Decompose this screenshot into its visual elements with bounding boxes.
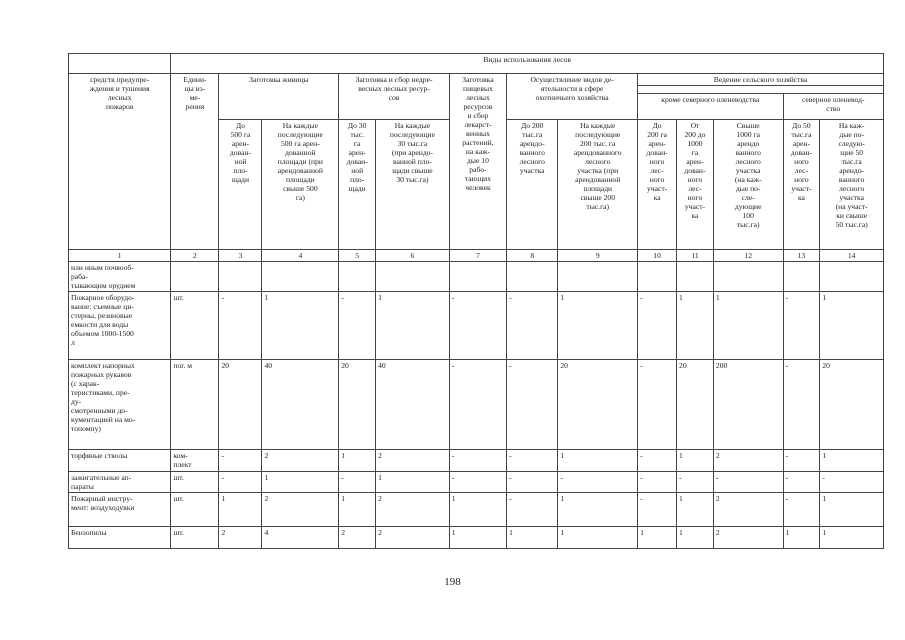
table-cell: 2 <box>713 450 783 472</box>
col5-header: До 30 тыс. га арен- дован- ной пло- щади <box>339 120 376 250</box>
table-cell: - <box>449 450 506 472</box>
table-cell: - <box>219 450 262 472</box>
table-cell: - <box>783 472 820 493</box>
table-cell: 2 <box>376 493 450 527</box>
table-cell: 1 <box>638 527 677 549</box>
row-name-text: Бензопилы <box>71 528 107 537</box>
row-unit-text: пог. м <box>173 361 193 370</box>
table-cell: 20 <box>219 360 262 450</box>
row-name <box>69 450 171 472</box>
table-cell: 1 <box>783 527 820 549</box>
table-cell: 1 <box>820 450 884 472</box>
table-cell: 1 <box>820 493 884 527</box>
table-cell: 20 <box>339 360 376 450</box>
table-cell: 200 <box>713 360 783 450</box>
table-cell: - <box>449 360 506 450</box>
table-cell: 2 <box>376 450 450 472</box>
column-number: 5 <box>339 250 376 262</box>
table-cell: 2 <box>713 493 783 527</box>
row-unit-text: шт. <box>173 473 184 482</box>
column-number: 7 <box>449 250 506 262</box>
table-cell <box>713 262 783 292</box>
subgroup-non-reindeer: кроме северного оленеводства <box>638 94 783 120</box>
table-cell: 2 <box>713 527 783 549</box>
table-cell: - <box>783 360 820 450</box>
column-number: 1 <box>69 250 171 262</box>
table-cell: 1 <box>339 450 376 472</box>
table-cell: - <box>507 493 558 527</box>
table-cell: 40 <box>262 360 339 450</box>
resource-table <box>68 53 884 549</box>
corner-cell <box>69 54 171 74</box>
table-cell: - <box>677 472 714 493</box>
table-cell: - <box>339 472 376 493</box>
table-cell: 1 <box>376 292 450 360</box>
table-cell: 20 <box>558 360 638 450</box>
table-cell: 1 <box>507 527 558 549</box>
table-cell: 1 <box>219 493 262 527</box>
group-food: Заготовка пищевых лесных ресурсов и сбор лекарст- венных растений, на каж- дые 10 рабо- тающих человек <box>449 74 506 250</box>
row-name <box>69 472 171 493</box>
table-title: Виды использования лесов <box>171 54 884 74</box>
table-cell: 1 <box>262 472 339 493</box>
column-number-row <box>69 250 884 262</box>
group-agriculture: Ведение сельского хозяйства <box>638 74 884 86</box>
table-cell: - <box>638 472 677 493</box>
row-unit <box>171 360 219 450</box>
table-cell <box>638 262 677 292</box>
table-cell: 2 <box>262 493 339 527</box>
row-name <box>69 262 171 292</box>
row-name <box>69 493 171 527</box>
table-cell: 1 <box>713 292 783 360</box>
table-cell: 1 <box>677 527 714 549</box>
row-unit <box>171 262 219 292</box>
table-cell: 2 <box>339 527 376 549</box>
table-cell: 4 <box>262 527 339 549</box>
table-cell: 2 <box>219 527 262 549</box>
table-cell <box>677 262 714 292</box>
subgroup-reindeer: северное оленевод- ство <box>783 94 884 120</box>
table-cell <box>219 262 262 292</box>
table-cell: 1 <box>820 527 884 549</box>
row-name <box>69 292 171 360</box>
table-row <box>69 292 884 360</box>
column-number: 8 <box>507 250 558 262</box>
table-cell: 1 <box>677 292 714 360</box>
group-nontimber: Заготовка и сбор недре- весных лесных ресур- сов <box>339 74 450 120</box>
col13-header: До 50 тыс.га арен- дован- ного лес- ного участ- ка <box>783 120 820 250</box>
table-cell <box>820 262 884 292</box>
table-cell: - <box>507 292 558 360</box>
table-cell: - <box>783 493 820 527</box>
col14-header: На каж- дые по- следую- щие 50 тыс.га арендо- ванного лесного участка (на участ- ки свыше 50 тыс.га) <box>820 120 884 250</box>
row-name-text: зажигательные ап- параты <box>71 473 132 491</box>
table-cell: - <box>219 472 262 493</box>
row-name <box>69 527 171 549</box>
table-cell: 20 <box>820 360 884 450</box>
row-unit-text: шт. <box>173 293 184 302</box>
column-number: 4 <box>262 250 339 262</box>
group-hunting: Осуществление видов де- ятельности в сфере охотничьего хозяйства <box>507 74 638 120</box>
table-row <box>69 450 884 472</box>
table-cell: 1 <box>558 527 638 549</box>
table-cell: - <box>713 472 783 493</box>
table-cell <box>339 262 376 292</box>
table-cell: - <box>558 472 638 493</box>
row-name-text: комплект напорных пожарных рукавов (с харак- теристиками, пре- ду- смотренными до- кументацией на мо- топомпу) <box>71 361 136 433</box>
col8-header: До 200 тыс.га арендо- ванного лесного участка <box>507 120 558 250</box>
row-unit-text: ком- плект <box>173 451 192 469</box>
column-number: 3 <box>219 250 262 262</box>
row-unit <box>171 472 219 493</box>
table-cell: 1 <box>339 493 376 527</box>
row-unit <box>171 527 219 549</box>
row-name-text: торфяные стволы <box>71 451 128 460</box>
row-name-text: или иным почвооб- раба- тывающим орудием <box>71 263 136 290</box>
table-cell: - <box>219 292 262 360</box>
table-cell: 1 <box>376 472 450 493</box>
column-number: 9 <box>558 250 638 262</box>
table-cell: - <box>507 450 558 472</box>
units-header: Едини- цы из- ме- рения <box>171 74 219 250</box>
table-row <box>69 360 884 450</box>
table-cell: 1 <box>449 527 506 549</box>
col6-header: На каждые последующие 30 тыс.га (при арендо- ванной пло- щади свыше 30 тыс.га) <box>376 120 450 250</box>
col9-header: На каждые последующие 200 тыс. га арендованного лесного участка (при арендованной площади свыше 200 тыс.га) <box>558 120 638 250</box>
page-number: 198 <box>444 576 461 588</box>
table-cell: - <box>507 472 558 493</box>
col4-header: На каждые последующие 500 га арен- дованной площади (при арендованной площади свыше 500 га) <box>262 120 339 250</box>
row-name <box>69 360 171 450</box>
row-unit <box>171 493 219 527</box>
table-cell: - <box>638 450 677 472</box>
table-cell: 1 <box>558 450 638 472</box>
row-unit <box>171 450 219 472</box>
column-number: 2 <box>171 250 219 262</box>
table-cell: - <box>783 450 820 472</box>
col12-header: Свыше 1000 га арендо ванного лесного участка (на каж- дые по- сле- дующие 100 тыс.га) <box>713 120 783 250</box>
table-cell: 1 <box>262 292 339 360</box>
table-cell: 1 <box>677 450 714 472</box>
group-resin: Заготовка живицы <box>219 74 339 120</box>
table-cell: - <box>638 292 677 360</box>
table-cell <box>449 262 506 292</box>
table-cell: 1 <box>558 292 638 360</box>
table-cell: 2 <box>376 527 450 549</box>
table-row <box>69 262 884 292</box>
table-cell <box>558 262 638 292</box>
table-cell <box>783 262 820 292</box>
table-cell: - <box>783 292 820 360</box>
table-cell: 1 <box>677 493 714 527</box>
column-number: 11 <box>677 250 714 262</box>
table-cell <box>376 262 450 292</box>
column-number: 6 <box>376 250 450 262</box>
stub-header: средств предупре- ждения и тушения лесных пожаров <box>69 74 171 250</box>
table-cell <box>262 262 339 292</box>
agri-spacer <box>638 86 884 94</box>
column-number: 10 <box>638 250 677 262</box>
col10-header: До 200 га арен- дован- ного лес- ного участ- ка <box>638 120 677 250</box>
table-cell: - <box>507 360 558 450</box>
column-number: 12 <box>713 250 783 262</box>
table-row <box>69 527 884 549</box>
table-cell: - <box>638 360 677 450</box>
table-cell <box>507 262 558 292</box>
table-cell: 20 <box>677 360 714 450</box>
table-cell: 1 <box>820 292 884 360</box>
table-cell: 1 <box>449 493 506 527</box>
table-cell: 40 <box>376 360 450 450</box>
column-number: 13 <box>783 250 820 262</box>
table-cell: - <box>820 472 884 493</box>
column-number: 14 <box>820 250 884 262</box>
table-cell: - <box>449 292 506 360</box>
table-cell: - <box>638 493 677 527</box>
table-row <box>69 493 884 527</box>
table-cell: 2 <box>262 450 339 472</box>
row-name-text: Пожарный инстру- мент: воздуходувки <box>71 494 135 512</box>
row-unit-text: шт. <box>173 494 184 503</box>
row-name-text: Пожарное оборудо- вание: съемные ци- стерны, резиновые емкости для воды объемом 1000-1500 л <box>71 293 135 347</box>
row-unit <box>171 292 219 360</box>
row-unit-text: шт. <box>173 528 184 537</box>
table-cell: 1 <box>558 493 638 527</box>
col11-header: От 200 до 1000 га арен- дован- ного лес- ного участ- ка <box>677 120 714 250</box>
table-cell: - <box>339 292 376 360</box>
table-cell: - <box>449 472 506 493</box>
table-row <box>69 472 884 493</box>
col3-header: До 500 га арен- дован- ной пло- щади <box>219 120 262 250</box>
